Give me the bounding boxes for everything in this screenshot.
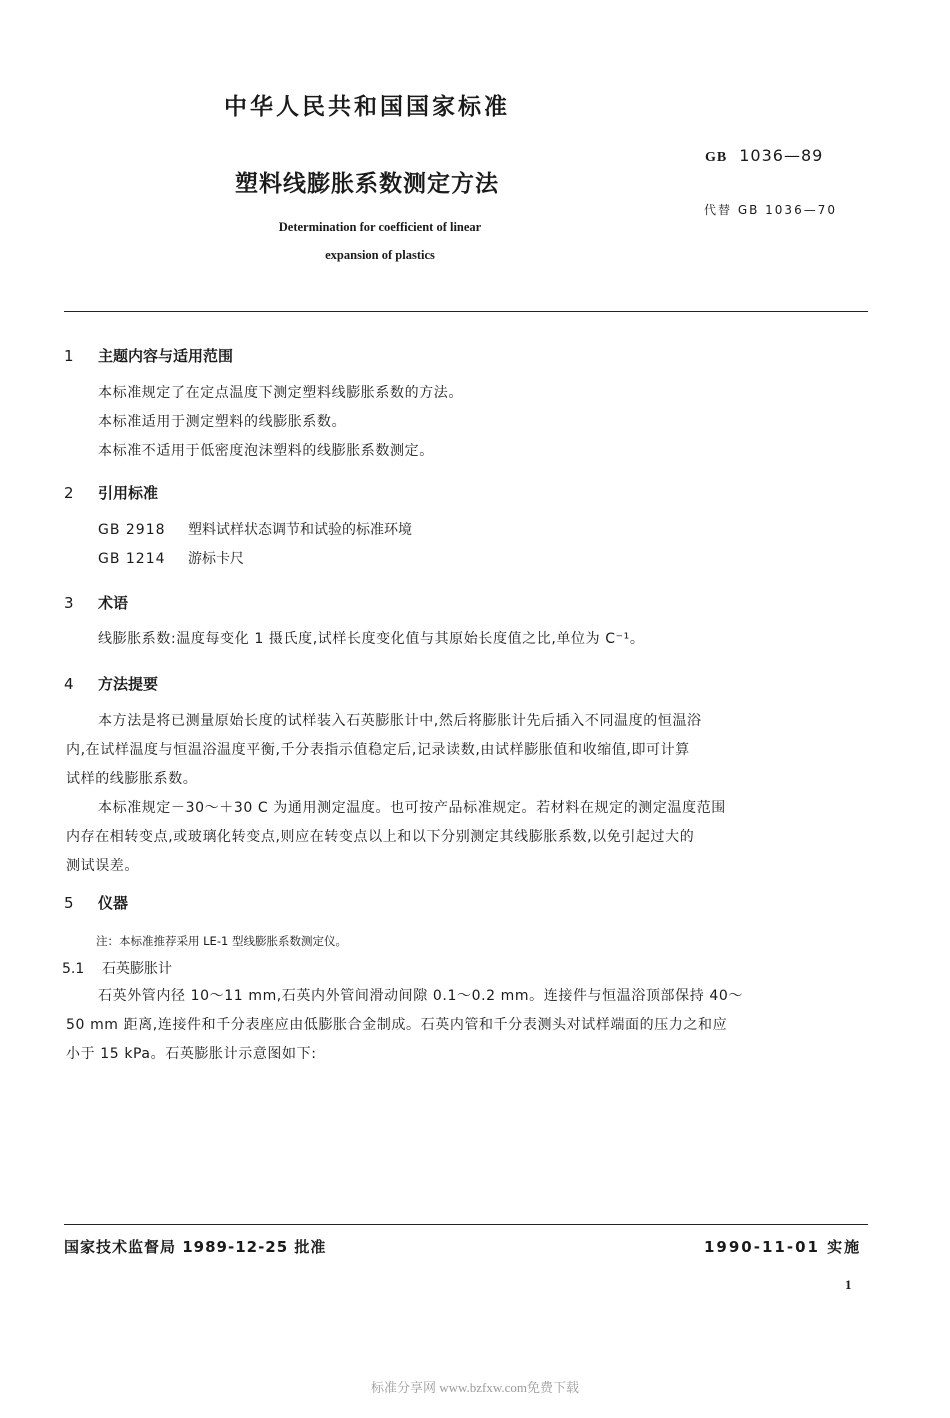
header-divider (64, 311, 868, 312)
section-title: 术语 (98, 594, 129, 612)
effective-date: 1990-11-01 实施 (704, 1238, 862, 1256)
page-number: 1 (845, 1277, 852, 1292)
reference-item (98, 519, 412, 539)
section-3-definition: 线膨胀系数:温度每变化 1 摄氏度,试样长度变化值与其原始长度值之比,单位为 C⁻¹。 (98, 631, 645, 647)
section-title: 主题内容与适用范围 (98, 347, 234, 365)
reference-title: 游标卡尺 (188, 551, 244, 567)
subsection-5-1-line: 石英外管内径 10～11 mm,石英内外管间滑动间隙 0.1～0.2 mm。连接件与恒温浴顶部保持 40～ (98, 988, 744, 1004)
footer-divider (64, 1224, 868, 1225)
approval-statement: 国家技术监督局 1989-12-25 批准 (64, 1238, 327, 1256)
section-4-paragraph-line: 内,在试样温度与恒温浴温度平衡,千分表指示值稳定后,记录读数,由试样膨胀值和收缩值,即可计算 (66, 742, 690, 758)
section-5-heading (64, 892, 128, 913)
section-4-paragraph-line: 试样的线膨胀系数。 (66, 771, 198, 787)
section-4-paragraph-line: 本方法是将已测量原始长度的试样装入石英膨胀计中,然后将膨胀计先后插入不同温度的恒温浴 (98, 713, 702, 729)
standard-code (705, 146, 823, 166)
section-4-paragraph-line: 测试误差。 (66, 858, 139, 874)
section-5-note: 注：本标准推荐采用 LE-1 型线膨胀系数测定仪。 (96, 934, 347, 948)
section-4-paragraph-line: 内存在相转变点,或玻璃化转变点,则应在转变点以上和以下分别测定其线膨胀系数,以免引起过大的 (66, 829, 695, 845)
section-title: 仪器 (98, 894, 129, 912)
subsection-title: 石英膨胀计 (102, 961, 172, 977)
section-1-paragraph: 本标准不适用于低密度泡沫塑料的线膨胀系数测定。 (98, 443, 434, 459)
reference-code: GB 1214 (98, 551, 166, 567)
reference-title: 塑料试样状态调节和试验的标准环境 (188, 522, 412, 538)
document-title-en-line2: expansion of plastics (325, 248, 435, 262)
section-number: 2 (64, 484, 74, 502)
section-2-heading (64, 482, 158, 503)
section-4-heading (64, 673, 158, 694)
section-title: 引用标准 (98, 484, 159, 502)
section-4-paragraph-line: 本标准规定－30～＋30 C 为通用测定温度。也可按产品标准规定。若材料在规定的测定温度范围 (98, 800, 726, 816)
reference-code: GB 2918 (98, 522, 166, 538)
reference-item (98, 548, 244, 568)
document-title-en-line1: Determination for coefficient of linear (278, 220, 482, 234)
subsection-5-1-heading (62, 958, 172, 978)
standard-code-prefix: GB (705, 150, 728, 165)
section-number: 5 (64, 894, 74, 912)
section-number: 1 (64, 347, 74, 365)
standard-type-heading: 中华人民共和国国家标准 (224, 94, 510, 120)
subsection-5-1-line: 小于 15 kPa。石英膨胀计示意图如下: (66, 1046, 317, 1062)
watermark-text: 标准分享网 www.bzfxw.com免费下载 (370, 1380, 580, 1395)
section-number: 3 (64, 594, 74, 612)
document-title-zh: 塑料线膨胀系数测定方法 (235, 171, 499, 197)
section-3-heading (64, 592, 128, 613)
section-title: 方法提要 (98, 675, 159, 693)
section-1-paragraph: 本标准适用于测定塑料的线膨胀系数。 (98, 414, 347, 430)
standard-code-number: 1036—89 (739, 146, 824, 165)
section-1-heading (64, 345, 233, 366)
subsection-number: 5.1 (62, 961, 85, 977)
replaces-standard: 代替 GB 1036—70 (704, 203, 837, 217)
section-number: 4 (64, 675, 74, 693)
section-1-paragraph: 本标准规定了在定点温度下测定塑料线膨胀系数的方法。 (98, 385, 463, 401)
subsection-5-1-line: 50 mm 距离,连接件和千分表座应由低膨胀合金制成。石英内管和千分表测头对试样端面的压力之和应 (66, 1017, 728, 1033)
